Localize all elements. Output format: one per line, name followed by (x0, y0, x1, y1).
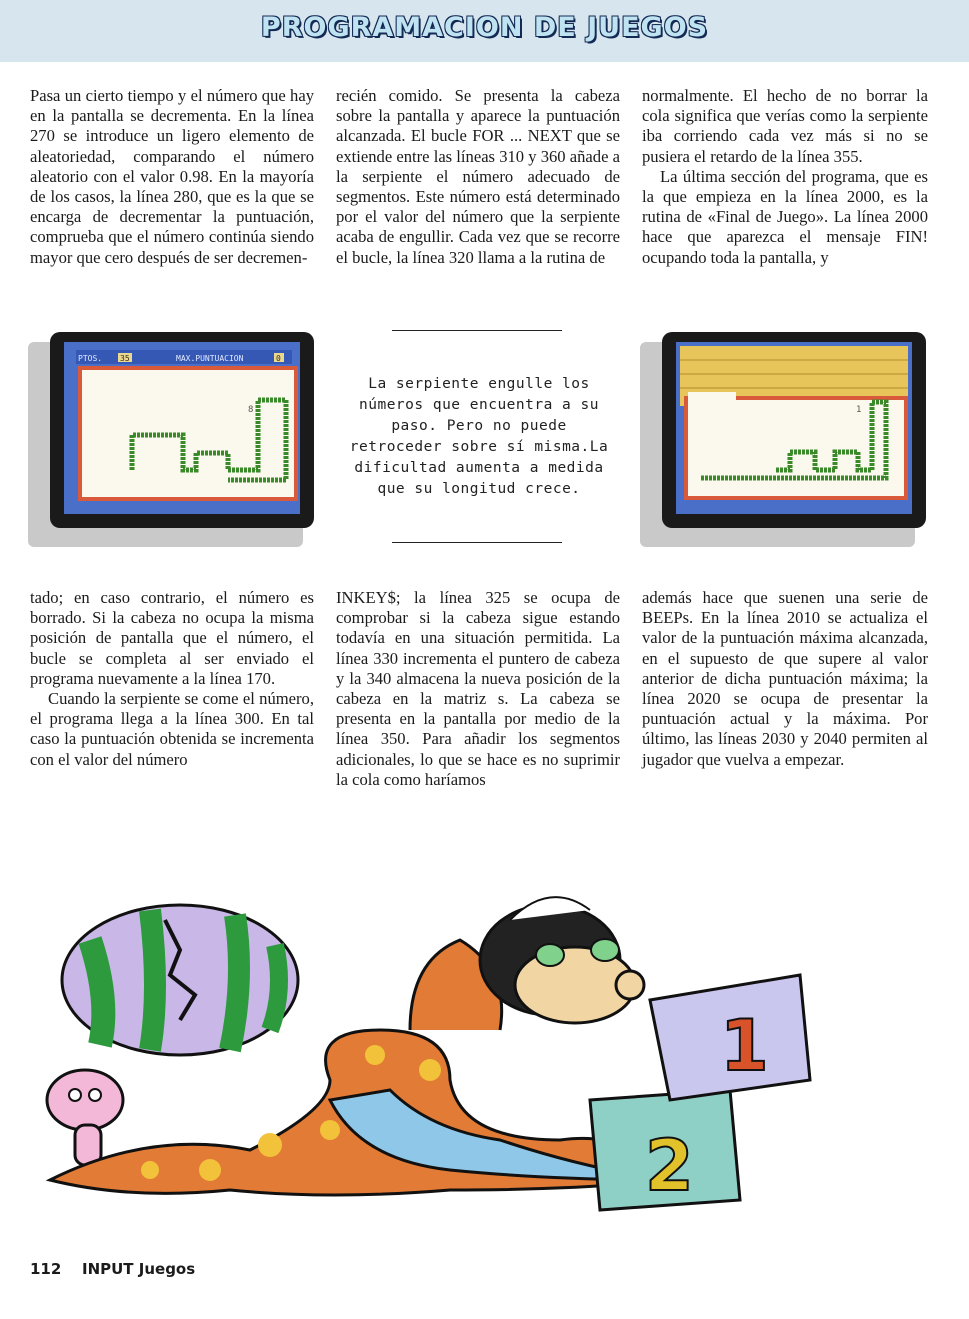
paragraph: además hace que suenen una serie de BEEPs. En la línea 2010 se actualiza el valor de la puntuación máxima alcanzada, en el supuesto de que supere al valor anterior de dicha puntuación máxima; la línea 2020 se ocupa de presentar la puntuación actual y la máxima. Por último, las líneas 2030 y 2040 permiten al jugador que vuelva a empezar. (642, 588, 928, 769)
food-number: 1 (856, 405, 862, 415)
snake-cartoon-illustration (30, 880, 830, 1230)
number-cubes (590, 975, 810, 1210)
caption-rule-bottom (392, 542, 562, 543)
paragraph: La última sección del programa, que es la que empieza en la línea 2000, es la rutina de «Final de Juego». La línea 2000 hace que aparezca el mensaje FIN! ocupando toda la pantalla, y (642, 166, 928, 267)
text-column-2-bottom (336, 588, 620, 790)
play-area (82, 370, 294, 497)
tv-screen-right (640, 330, 930, 550)
score-label: PTOS. (78, 354, 103, 363)
section-title: PROGRAMACION DE JUEGOS (260, 12, 709, 43)
score-value: 35 (120, 354, 130, 363)
max-score-value: 0 (276, 354, 281, 363)
cube-digit-bottom: 2 (645, 1125, 694, 1207)
page-number: 112 (30, 1260, 62, 1278)
max-score-label: MAX.PUNTUACION (176, 354, 244, 363)
page-header (0, 0, 969, 62)
caption-line: que su longitud crece. (377, 481, 581, 497)
snake-head (480, 897, 644, 1023)
paragraph: INKEY$; la línea 325 se ocupa de comprobar si la cabeza sigue estando todavía en una situación permitida. La línea 330 incrementa el puntero de cabeza y la 340 almacena la nueva posición de la cabeza en la matriz s. La cabeza se presenta en la pantalla por medio de la línea 350. Para añadir los segmentos adicionales, lo que se hace es no suprimir la cola como haríamos (336, 588, 620, 789)
paragraph: tado; en caso contrario, el número es borrado. Si la cabeza no ocupa la misma posición de pantalla que el número, el bucle se completa al ser enviado el programa nuevamente a la línea 170. (30, 588, 314, 688)
pink-worm (47, 1070, 123, 1165)
caption-line: dificultad aumenta a medida (354, 460, 604, 476)
text-column-1-top (30, 86, 314, 268)
cracked-egg (62, 905, 298, 1055)
cube-digit-top: 1 (720, 1005, 769, 1087)
paragraph: normalmente. El hecho de no borrar la cola significa que verías como la serpiente iba corriendo cada vez más si no se pusiera el retardo de la línea 355. (642, 86, 928, 166)
text-column-1-bottom (30, 588, 314, 770)
figure-caption (333, 374, 625, 500)
paragraph: Cuando la serpiente se come el número, el programa llega a la línea 300. En tal caso la puntuación obtenida se incrementa con el valor del número (30, 689, 314, 769)
play-area-notch (688, 392, 736, 404)
text-column-3-bottom (642, 588, 928, 770)
paragraph: recién comido. Se presenta la cabeza sobre la pantalla y aparece la puntuación alcanzada. El bucle FOR ... NEXT que se extiende entre las líneas 310 y 360 añade a la serpiente el número adecuado de segmentos. Este número está determinado por el valor del número que la serpiente acaba de engullir. Cada vez que se recorre el bucle, la línea 320 llama a la rutina de (336, 86, 620, 267)
caption-rule-top (392, 330, 562, 331)
caption-line: retroceder sobre sí misma.La (349, 439, 609, 455)
caption-line: paso. Pero no puede (391, 418, 567, 434)
text-column-2-top (336, 86, 620, 268)
caption-line: La serpiente engulle los (368, 376, 590, 392)
paragraph: Pasa un cierto tiempo y el número que hay en la pantalla se decrementa. En la línea 270 se introduce un ligero elemento de aleatoriedad, comparando el número aleatorio con el valor 0.98. En la mayoría de los casos, la línea 280, que es la que se encarga de decrementar la puntuación, comprueba que el número continúa siendo mayor que cero después de ser decremen- (30, 86, 314, 267)
text-column-3-top (642, 86, 928, 268)
food-number: 8 (248, 405, 254, 415)
caption-line: números que encuentra a su (359, 397, 599, 413)
tv-screen-left (28, 330, 318, 550)
publication-name: INPUT Juegos (82, 1260, 196, 1278)
